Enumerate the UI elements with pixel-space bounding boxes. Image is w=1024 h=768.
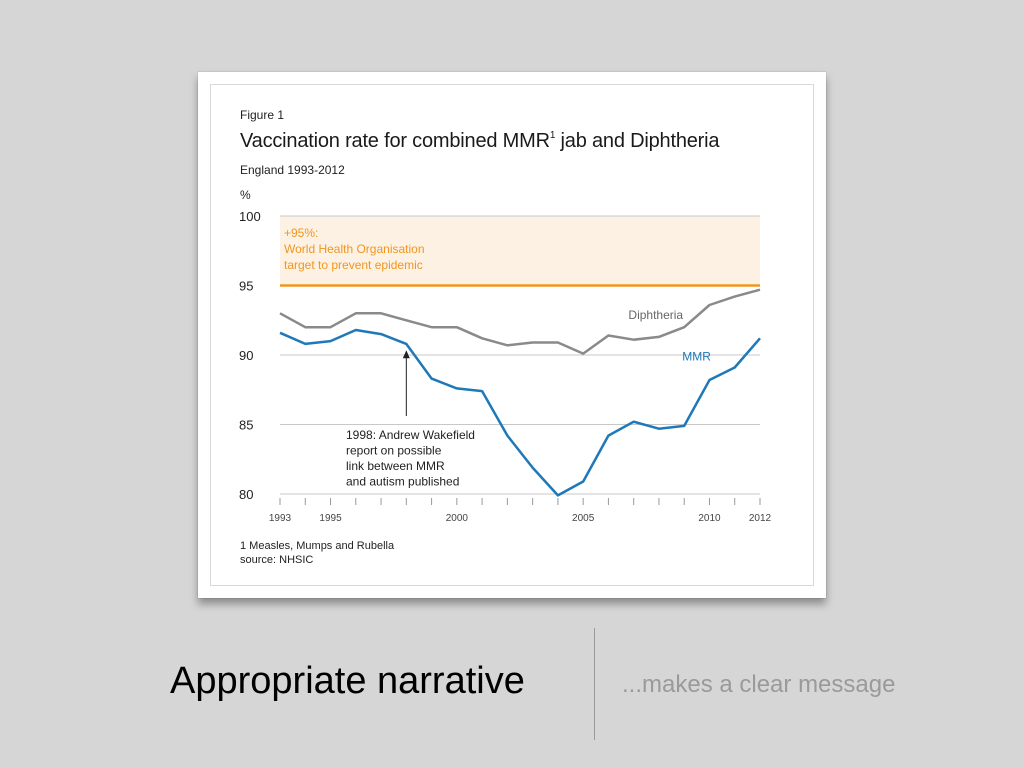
caption-divider xyxy=(594,628,595,740)
annotation-arrow-head xyxy=(403,350,410,358)
y-tick-label-95: 95 xyxy=(239,278,254,294)
slide-caption-sub: ...makes a clear message xyxy=(622,671,896,698)
chart-title-rest: jab and Diphtheria xyxy=(555,130,720,152)
annotation-line-4: and autism published xyxy=(346,474,460,489)
target-label-line-2: World Health Organisation xyxy=(284,242,425,256)
annotation-line-1: 1998: Andrew Wakefield xyxy=(346,428,475,442)
x-tick-label-2000: 2000 xyxy=(445,513,468,524)
x-tick-label-2010: 2010 xyxy=(698,513,721,524)
chart-title xyxy=(240,130,719,153)
target-label-line-1: +95%: xyxy=(284,226,319,240)
slide-caption-main: Appropriate narrative xyxy=(170,660,525,702)
chart-subtitle: England 1993-2012 xyxy=(240,163,345,177)
series-line-diphtheria xyxy=(280,290,760,354)
series-label-diphtheria: Diphtheria xyxy=(628,307,684,322)
annotation-line-2: report on possible xyxy=(346,443,442,458)
y-axis-unit: % xyxy=(240,188,251,202)
x-tick-label-1995: 1995 xyxy=(319,513,342,524)
x-tick-label-2012: 2012 xyxy=(748,513,772,524)
y-tick-label-90: 90 xyxy=(239,348,254,363)
footnote: 1 Measles, Mumps and Rubella xyxy=(240,540,395,552)
figure-label: Figure 1 xyxy=(240,108,285,122)
series-label-mmr: MMR xyxy=(682,349,711,364)
figure-card xyxy=(198,72,826,598)
y-tick-label-100: 100 xyxy=(239,209,261,224)
annotation-line-3: link between MMR xyxy=(346,459,445,473)
x-tick-label-1993: 1993 xyxy=(268,513,292,524)
chart-title-footnote-mark: 1 xyxy=(549,130,556,141)
y-tick-label-80: 80 xyxy=(239,487,254,502)
source-note: source: NHSIC xyxy=(240,554,314,566)
target-label-line-3: target to prevent epidemic xyxy=(284,258,423,272)
x-tick-label-2005: 2005 xyxy=(572,513,595,524)
y-tick-label-85: 85 xyxy=(239,417,254,433)
chart-title-main: Vaccination rate for combined MMR xyxy=(240,130,550,152)
